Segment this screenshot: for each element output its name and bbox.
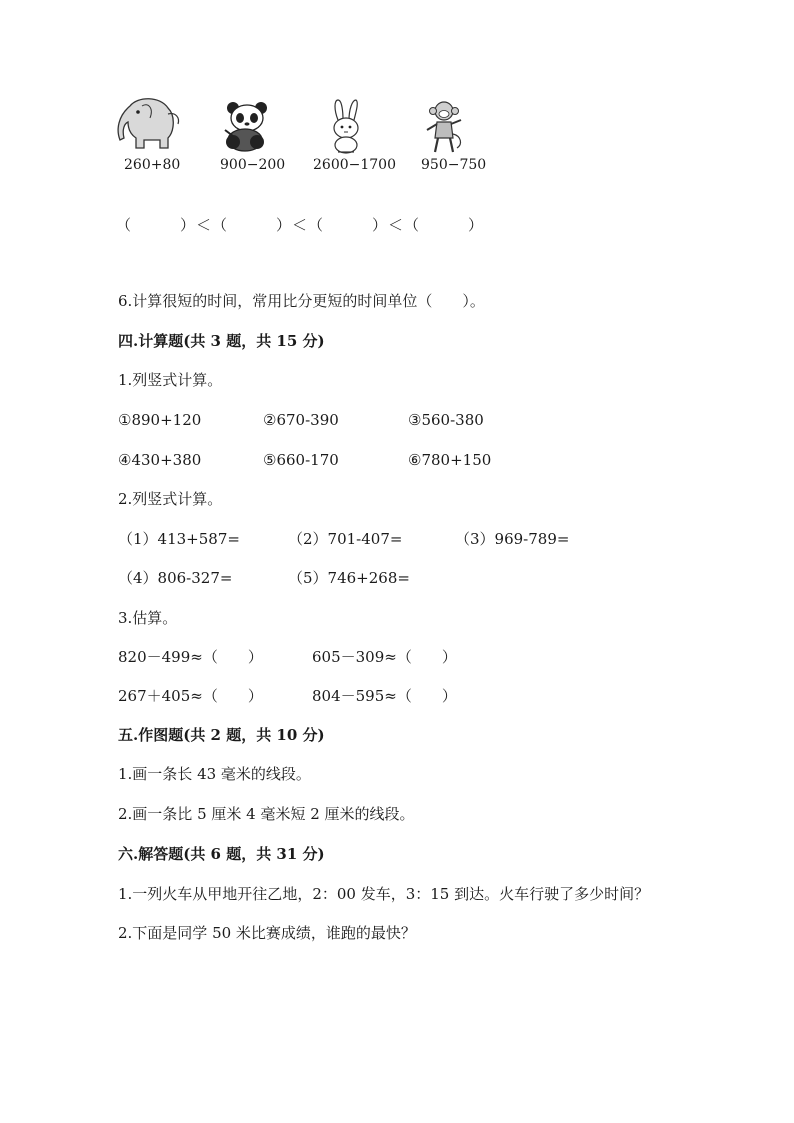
- comparison-blanks: （ ）＜（ ）＜（ ）＜（ ）: [116, 216, 485, 234]
- monkey-icon: [423, 100, 465, 154]
- s4-q1-item: ③560-380: [408, 411, 484, 429]
- s5-q1: 1.画一条长 43 毫米的线段。: [118, 765, 311, 783]
- s6-q1: 1.一列火车从甲地开往乙地，2：00 发车，3：15 到达。火车行驶了多少时间？: [118, 885, 650, 903]
- s5-q2: 2.画一条比 5 厘米 4 毫米短 2 厘米的线段。: [118, 805, 415, 823]
- panda-icon: [219, 100, 275, 152]
- section-5-title: 五.作图题(共 2 题，共 10 分): [118, 726, 325, 744]
- rabbit-icon: [322, 98, 370, 154]
- s4-q2-title: 2.列竖式计算。: [118, 490, 223, 508]
- panda-expression: 900−200: [220, 157, 286, 173]
- s4-q2-item: （4）806-327=: [118, 569, 233, 587]
- s6-q2: 2.下面是同学 50 米比赛成绩，谁跑的最快？: [118, 924, 416, 942]
- section-4-title: 四.计算题(共 3 题，共 15 分): [118, 332, 325, 350]
- section-6-title: 六.解答题(共 6 题，共 31 分): [118, 845, 325, 863]
- s4-q1-item: ④430+380: [118, 451, 202, 469]
- question-6: 6.计算很短的时间，常用比分更短的时间单位（ ）。: [118, 292, 485, 310]
- s4-q3-item: 820－499≈（ ）: [118, 648, 263, 666]
- s4-q2-item: （1）413+587=: [118, 530, 240, 548]
- monkey-expression: 950−750: [421, 157, 487, 173]
- s4-q2-item: （3）969-789=: [455, 530, 570, 548]
- s4-q1-title: 1.列竖式计算。: [118, 371, 223, 389]
- elephant-expression: 260+80: [124, 157, 181, 173]
- rabbit-expression: 2600−1700: [313, 157, 396, 173]
- s4-q1-item: ②670-390: [263, 411, 339, 429]
- s4-q2-item: （5）746+268=: [288, 569, 410, 587]
- s4-q3-item: 605－309≈（ ）: [312, 648, 457, 666]
- s4-q3-item: 804－595≈（ ）: [312, 687, 457, 705]
- s4-q3-item: 267＋405≈（ ）: [118, 687, 263, 705]
- s4-q2-item: （2）701-407=: [288, 530, 403, 548]
- s4-q3-title: 3.估算。: [118, 609, 178, 627]
- s4-q1-item: ①890+120: [118, 411, 202, 429]
- s4-q1-item: ⑥780+150: [408, 451, 492, 469]
- elephant-icon: [116, 94, 182, 150]
- s4-q1-item: ⑤660-170: [263, 451, 339, 469]
